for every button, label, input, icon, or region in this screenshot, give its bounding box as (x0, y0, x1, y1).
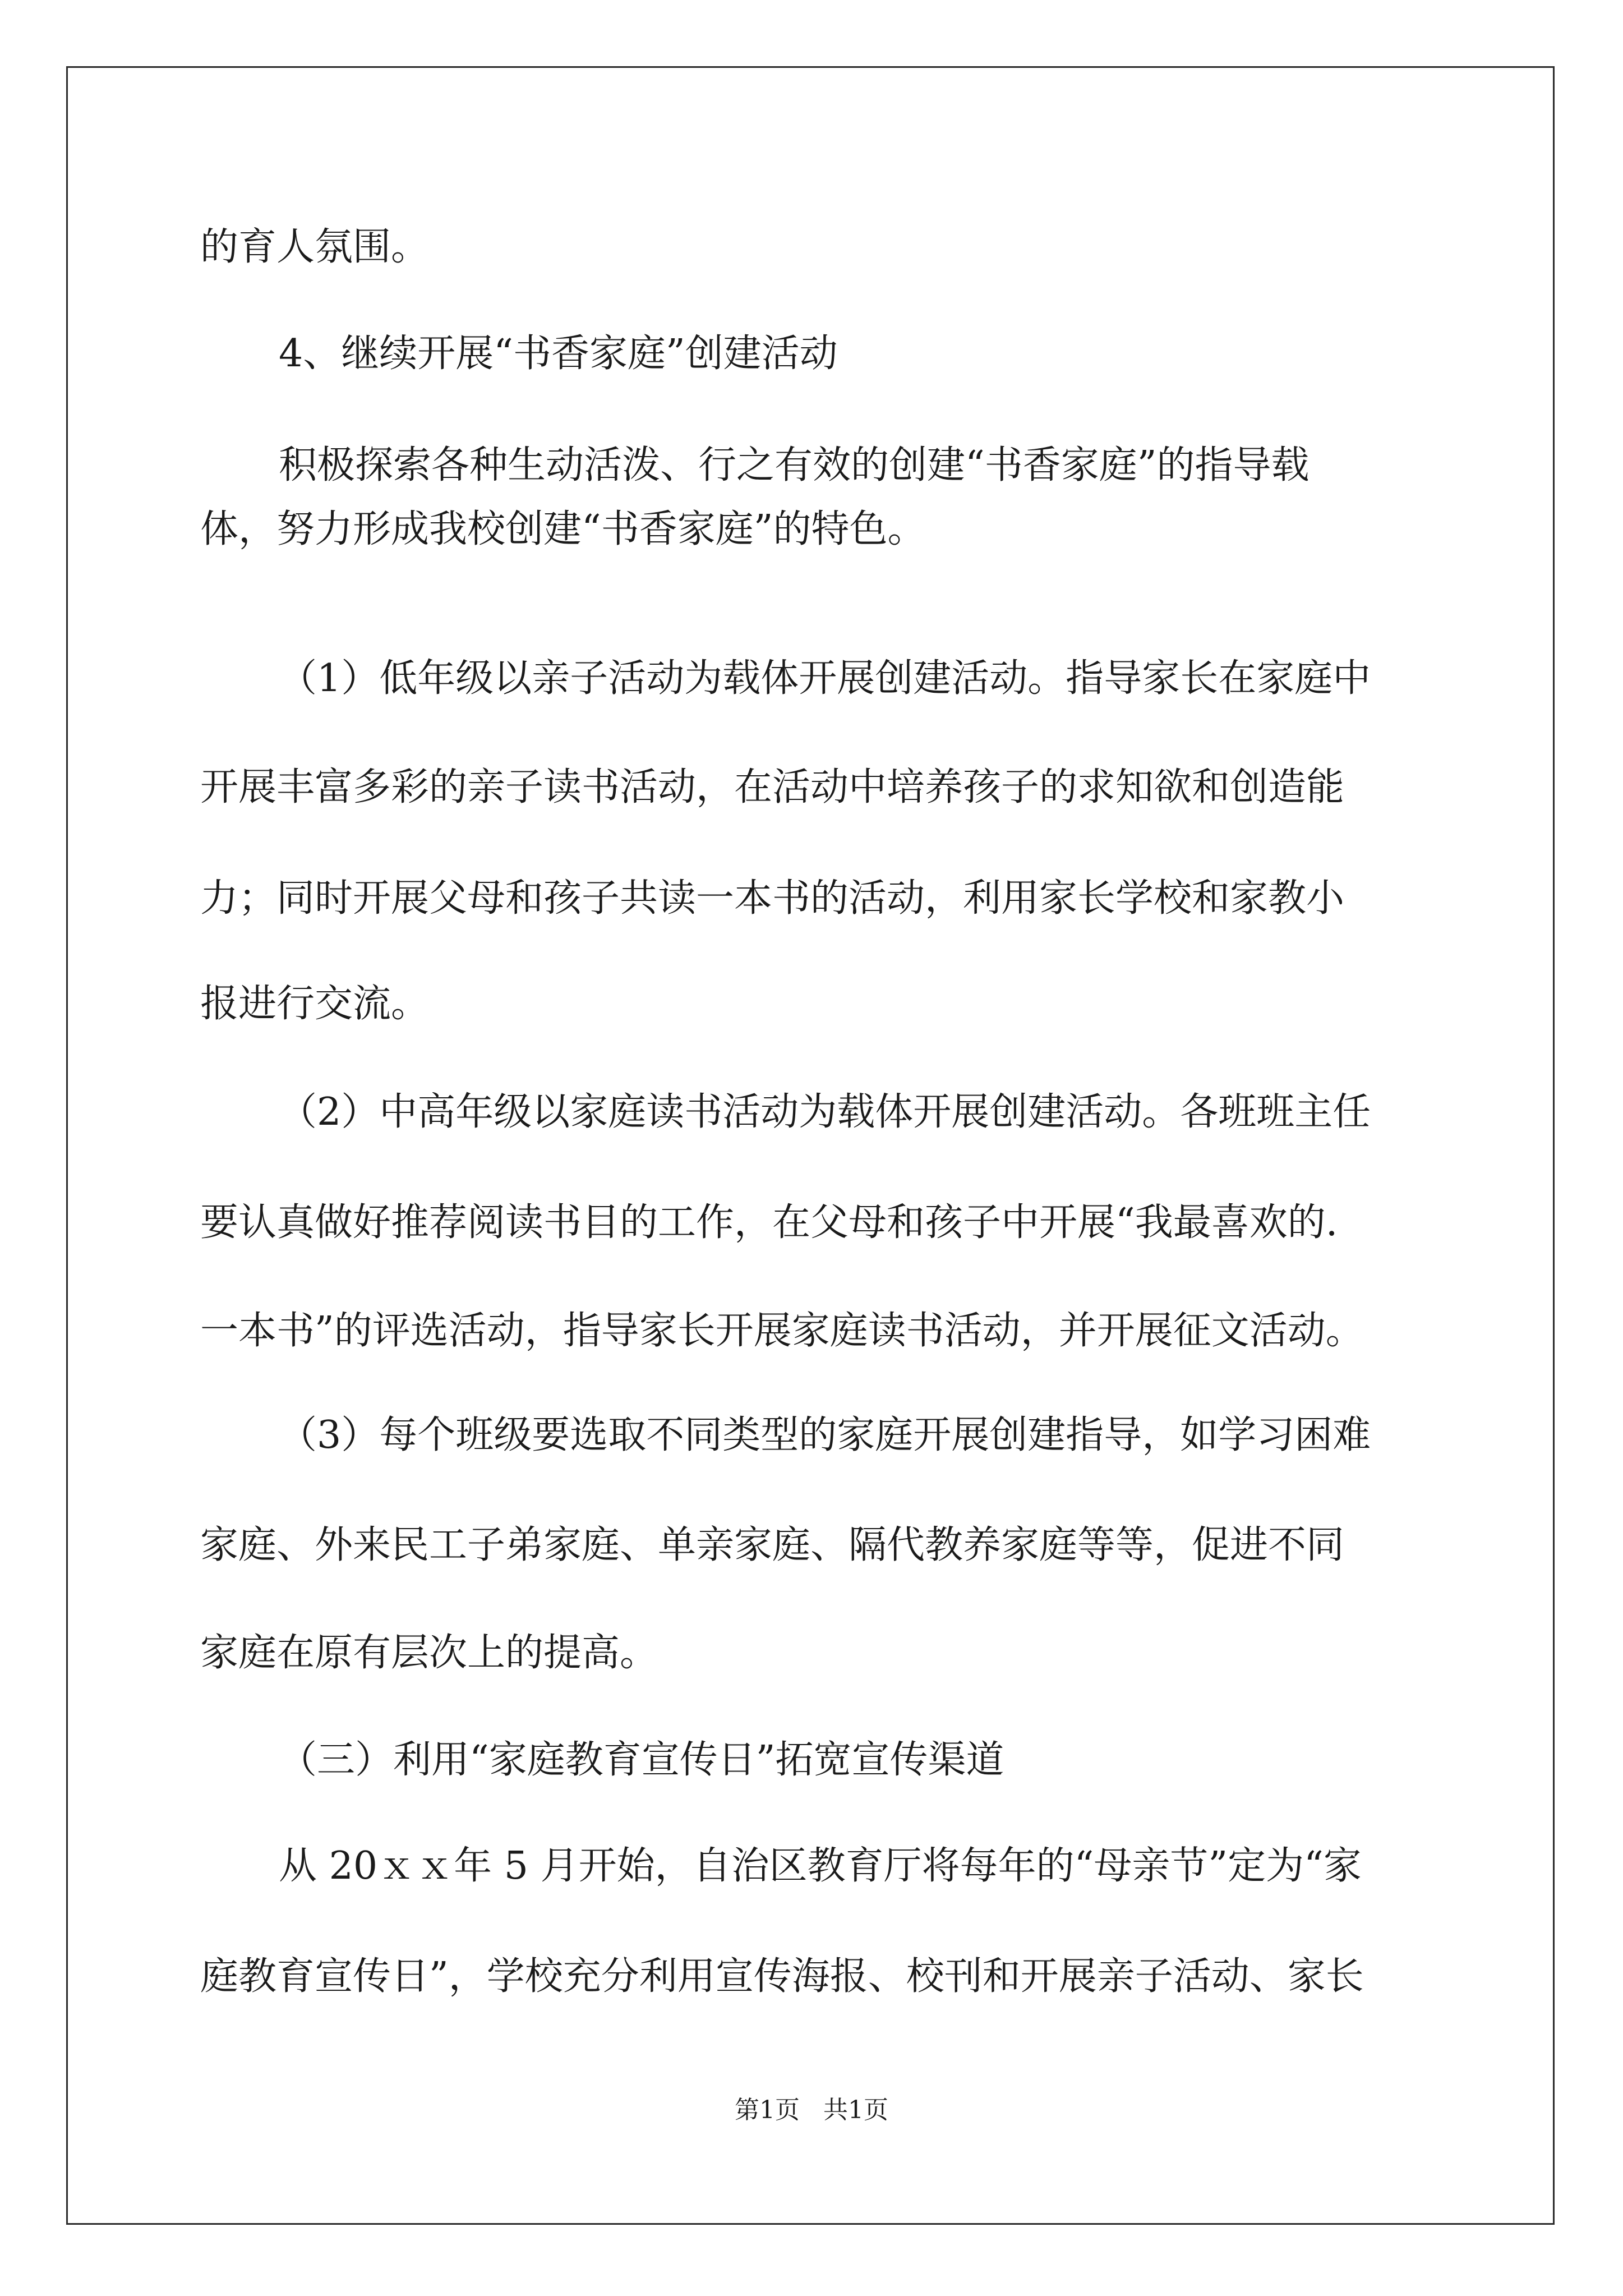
text-line: 开展丰富多彩的亲子读书活动，在活动中培养孩子的求知欲和创造能 (200, 765, 1345, 809)
text-line: 从 20ｘｘ年 5 月开始，自治区教育厅将每年的“母亲节”定为“家 (279, 1844, 1362, 1888)
text-line: 庭教育宣传日”，学校充分利用宣传海报、校刊和开展亲子活动、家长 (200, 1954, 1364, 1999)
text-line: （3）每个班级要选取不同类型的家庭开展创建指导，如学习困难 (279, 1413, 1371, 1457)
section-heading: （三）利用“家庭教育宣传日”拓宽宣传渠道 (279, 1738, 1004, 1782)
page-border (66, 66, 1555, 2225)
text-line: 力；同时开展父母和孩子共读一本书的活动，利用家长学校和家教小 (200, 876, 1345, 921)
text-line: 的育人氛围。 (200, 225, 430, 269)
text-line: （2）中高年级以家庭读书活动为载体开展创建活动。各班班主任 (279, 1090, 1371, 1134)
text-line: 报进行交流。 (200, 982, 430, 1026)
page-footer: 第1页 共1页 (735, 2096, 888, 2124)
text-line: 体，努力形成我校创建“书香家庭”的特色。 (200, 507, 926, 551)
text-line: 家庭在原有层次上的提高。 (200, 1631, 658, 1675)
text-line: 要认真做好推荐阅读书目的工作，在父母和孩子中开展“我最喜欢的. (200, 1200, 1338, 1245)
text-line: 一本书”的评选活动，指导家长开展家庭读书活动，并开展征文活动。 (200, 1309, 1364, 1353)
section-heading: 4、继续开展“书香家庭”创建活动 (279, 332, 838, 376)
text-line: 家庭、外来民工子弟家庭、单亲家庭、隔代教养家庭等等，促进不同 (200, 1523, 1345, 1567)
text-line: （1）低年级以亲子活动为载体开展创建活动。指导家长在家庭中 (279, 656, 1371, 701)
text-line: 积极探索各种生动活泼、行之有效的创建“书香家庭”的指导载 (279, 443, 1310, 487)
